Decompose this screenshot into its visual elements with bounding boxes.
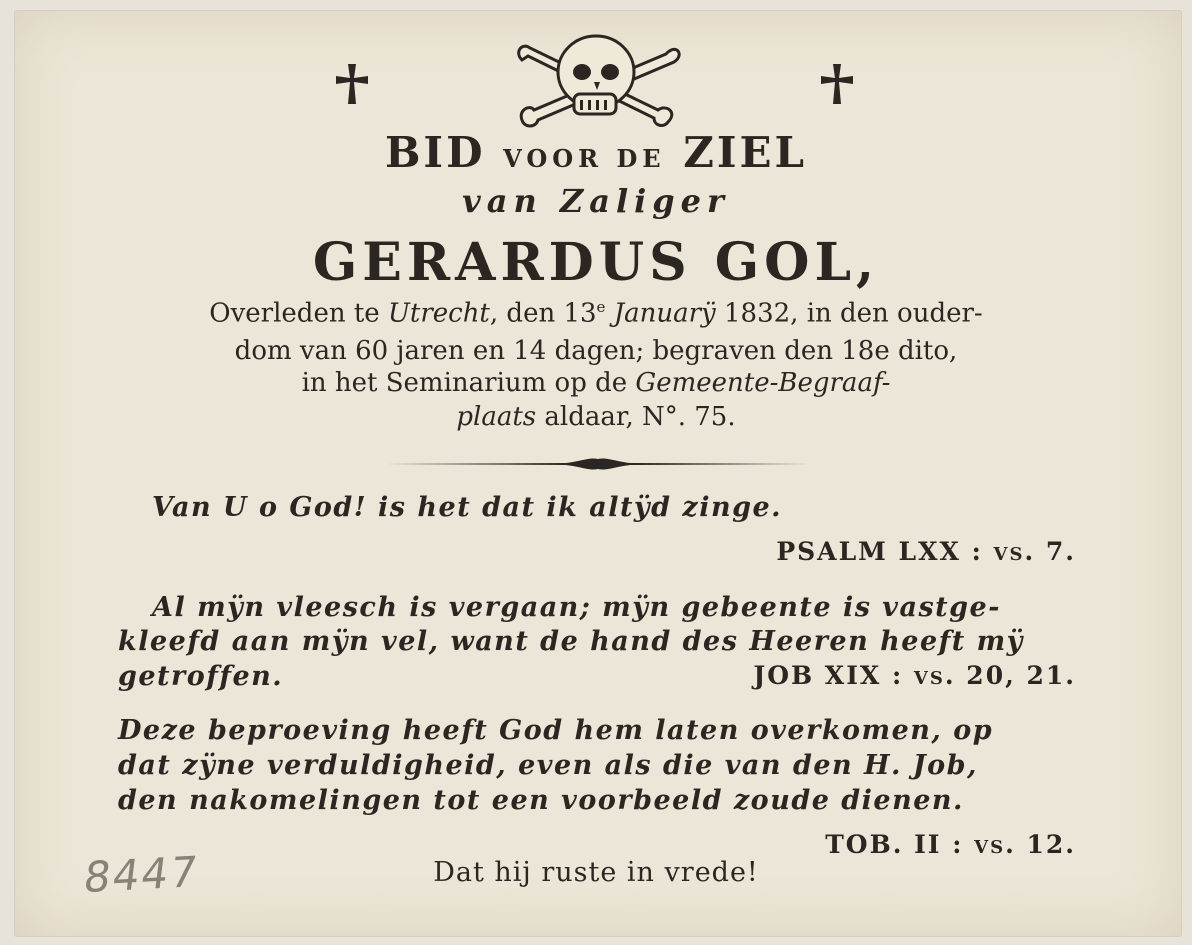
handwritten-number: 8447 <box>81 846 202 903</box>
verse-2-line-3: getroffen. <box>118 661 284 692</box>
verse-1: Van U o God! is het dat ik altÿd zinge. <box>152 492 783 523</box>
title-line-1: BID VOOR DE ZIEL <box>384 128 808 177</box>
reference-job: JOB XIX : vs. 20, 21. <box>753 661 1076 690</box>
verse-2-line-2: kleefd aan mÿn vel, want de hand des Heeren heeft mÿ <box>118 626 1024 657</box>
info-line-4: plaats aldaar, N°. 75. <box>456 402 736 432</box>
deceased-name: GERARDUS GOL, <box>312 232 880 293</box>
info-line-3: in het Seminarium op de Gemeente-Begraaf- <box>301 368 891 398</box>
title-line-2: van Zaliger <box>462 182 730 220</box>
closing-line: Dat hij ruste in vrede! <box>433 857 759 888</box>
cross-icon <box>328 60 376 108</box>
skull-and-crossbones-icon <box>508 30 684 130</box>
verse-3-line-2: dat zÿne verduldigheid, even als die van den H. Job, <box>118 750 978 781</box>
verse-3-line-1: Deze beproeving heeft God hem laten overkomen, op <box>118 715 994 746</box>
reference-tobit: TOB. II : vs. 12. <box>825 830 1076 859</box>
info-line-1: Overleden te Utrecht, den 13e Januarÿ 1832, in den ouder- <box>209 298 983 329</box>
info-line-2: dom van 60 jaren en 14 dagen; begraven den 18e dito, <box>234 336 958 366</box>
verse-3-line-3: den nakomelingen tot een voorbeeld zoude dienen. <box>118 785 964 816</box>
ornamental-divider <box>386 455 810 473</box>
verse-2-line-1: Al mÿn vleesch is vergaan; mÿn gebeente is vastge- <box>152 592 1001 623</box>
reference-psalm: PSALM LXX : vs. 7. <box>776 537 1076 566</box>
cross-icon <box>813 60 861 108</box>
